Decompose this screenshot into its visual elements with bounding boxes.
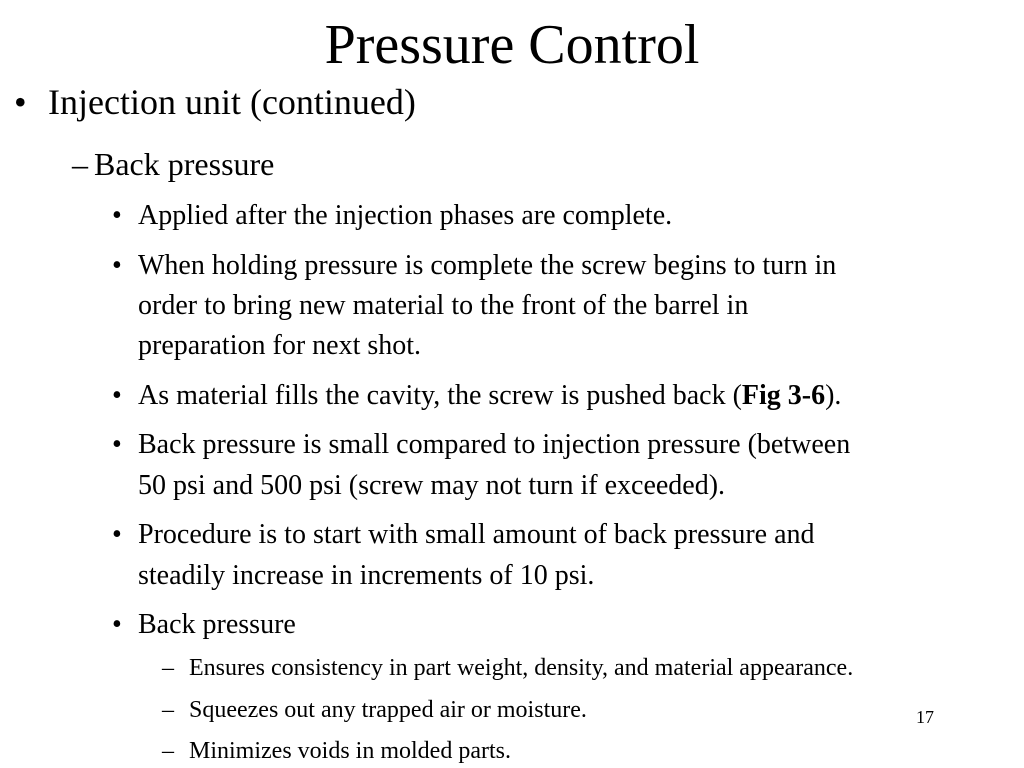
level2-item <box>72 146 274 182</box>
item-text: As material fills the cavity, the screw is pushed back ( <box>138 380 742 411</box>
item-continuation: steadily increase in increments of 10 psi. <box>138 560 595 591</box>
list-item <box>112 425 850 465</box>
item-text: When holding pressure is complete the screw begins to turn in <box>138 250 837 281</box>
list-item <box>112 515 815 555</box>
item-text: Procedure is to start with small amount of back pressure and <box>138 519 815 550</box>
sub-list-item <box>162 695 587 725</box>
dash-marker: – <box>162 697 174 723</box>
sub-list-item <box>162 736 511 766</box>
bullet-marker: • <box>112 429 122 460</box>
item-text: Back pressure is small compared to injection pressure (between <box>138 429 851 460</box>
bullet-marker: • <box>112 519 122 550</box>
bullet-marker: • <box>112 380 122 411</box>
item-continuation: 50 psi and 500 psi (screw may not turn if exceeded). <box>138 470 726 501</box>
bullet-marker: • <box>112 250 122 281</box>
level2-text: Back pressure <box>94 146 275 182</box>
list-item <box>112 376 841 416</box>
bullet-marker: • <box>14 82 27 122</box>
item-text-end: ). <box>825 380 842 411</box>
sub-item-text: Ensures consistency in part weight, density, and material appearance. <box>189 655 854 681</box>
figure-reference: Fig 3-6 <box>741 380 826 411</box>
list-item <box>112 605 296 645</box>
list-item <box>112 246 836 286</box>
level1-item <box>14 82 416 122</box>
dash-marker: – <box>162 655 174 681</box>
sub-item-text: Squeezes out any trapped air or moisture. <box>189 697 587 723</box>
item-continuation: order to bring new material to the front of the barrel in <box>138 290 749 321</box>
item-text: Back pressure <box>138 609 296 640</box>
level1-text: Injection unit (continued) <box>48 82 416 122</box>
page-number: 17 <box>916 707 934 727</box>
sub-item-text: Minimizes voids in molded parts. <box>189 738 511 764</box>
bullet-marker: • <box>112 609 122 640</box>
item-continuation: preparation for next shot. <box>138 330 422 361</box>
dash-marker: – <box>162 738 174 764</box>
item-text: Applied after the injection phases are complete. <box>138 200 673 231</box>
dash-marker: – <box>72 146 88 182</box>
sub-list-item <box>162 653 853 683</box>
slide-title: Pressure Control <box>324 14 700 76</box>
list-item <box>112 196 672 236</box>
bullet-marker: • <box>112 200 122 231</box>
